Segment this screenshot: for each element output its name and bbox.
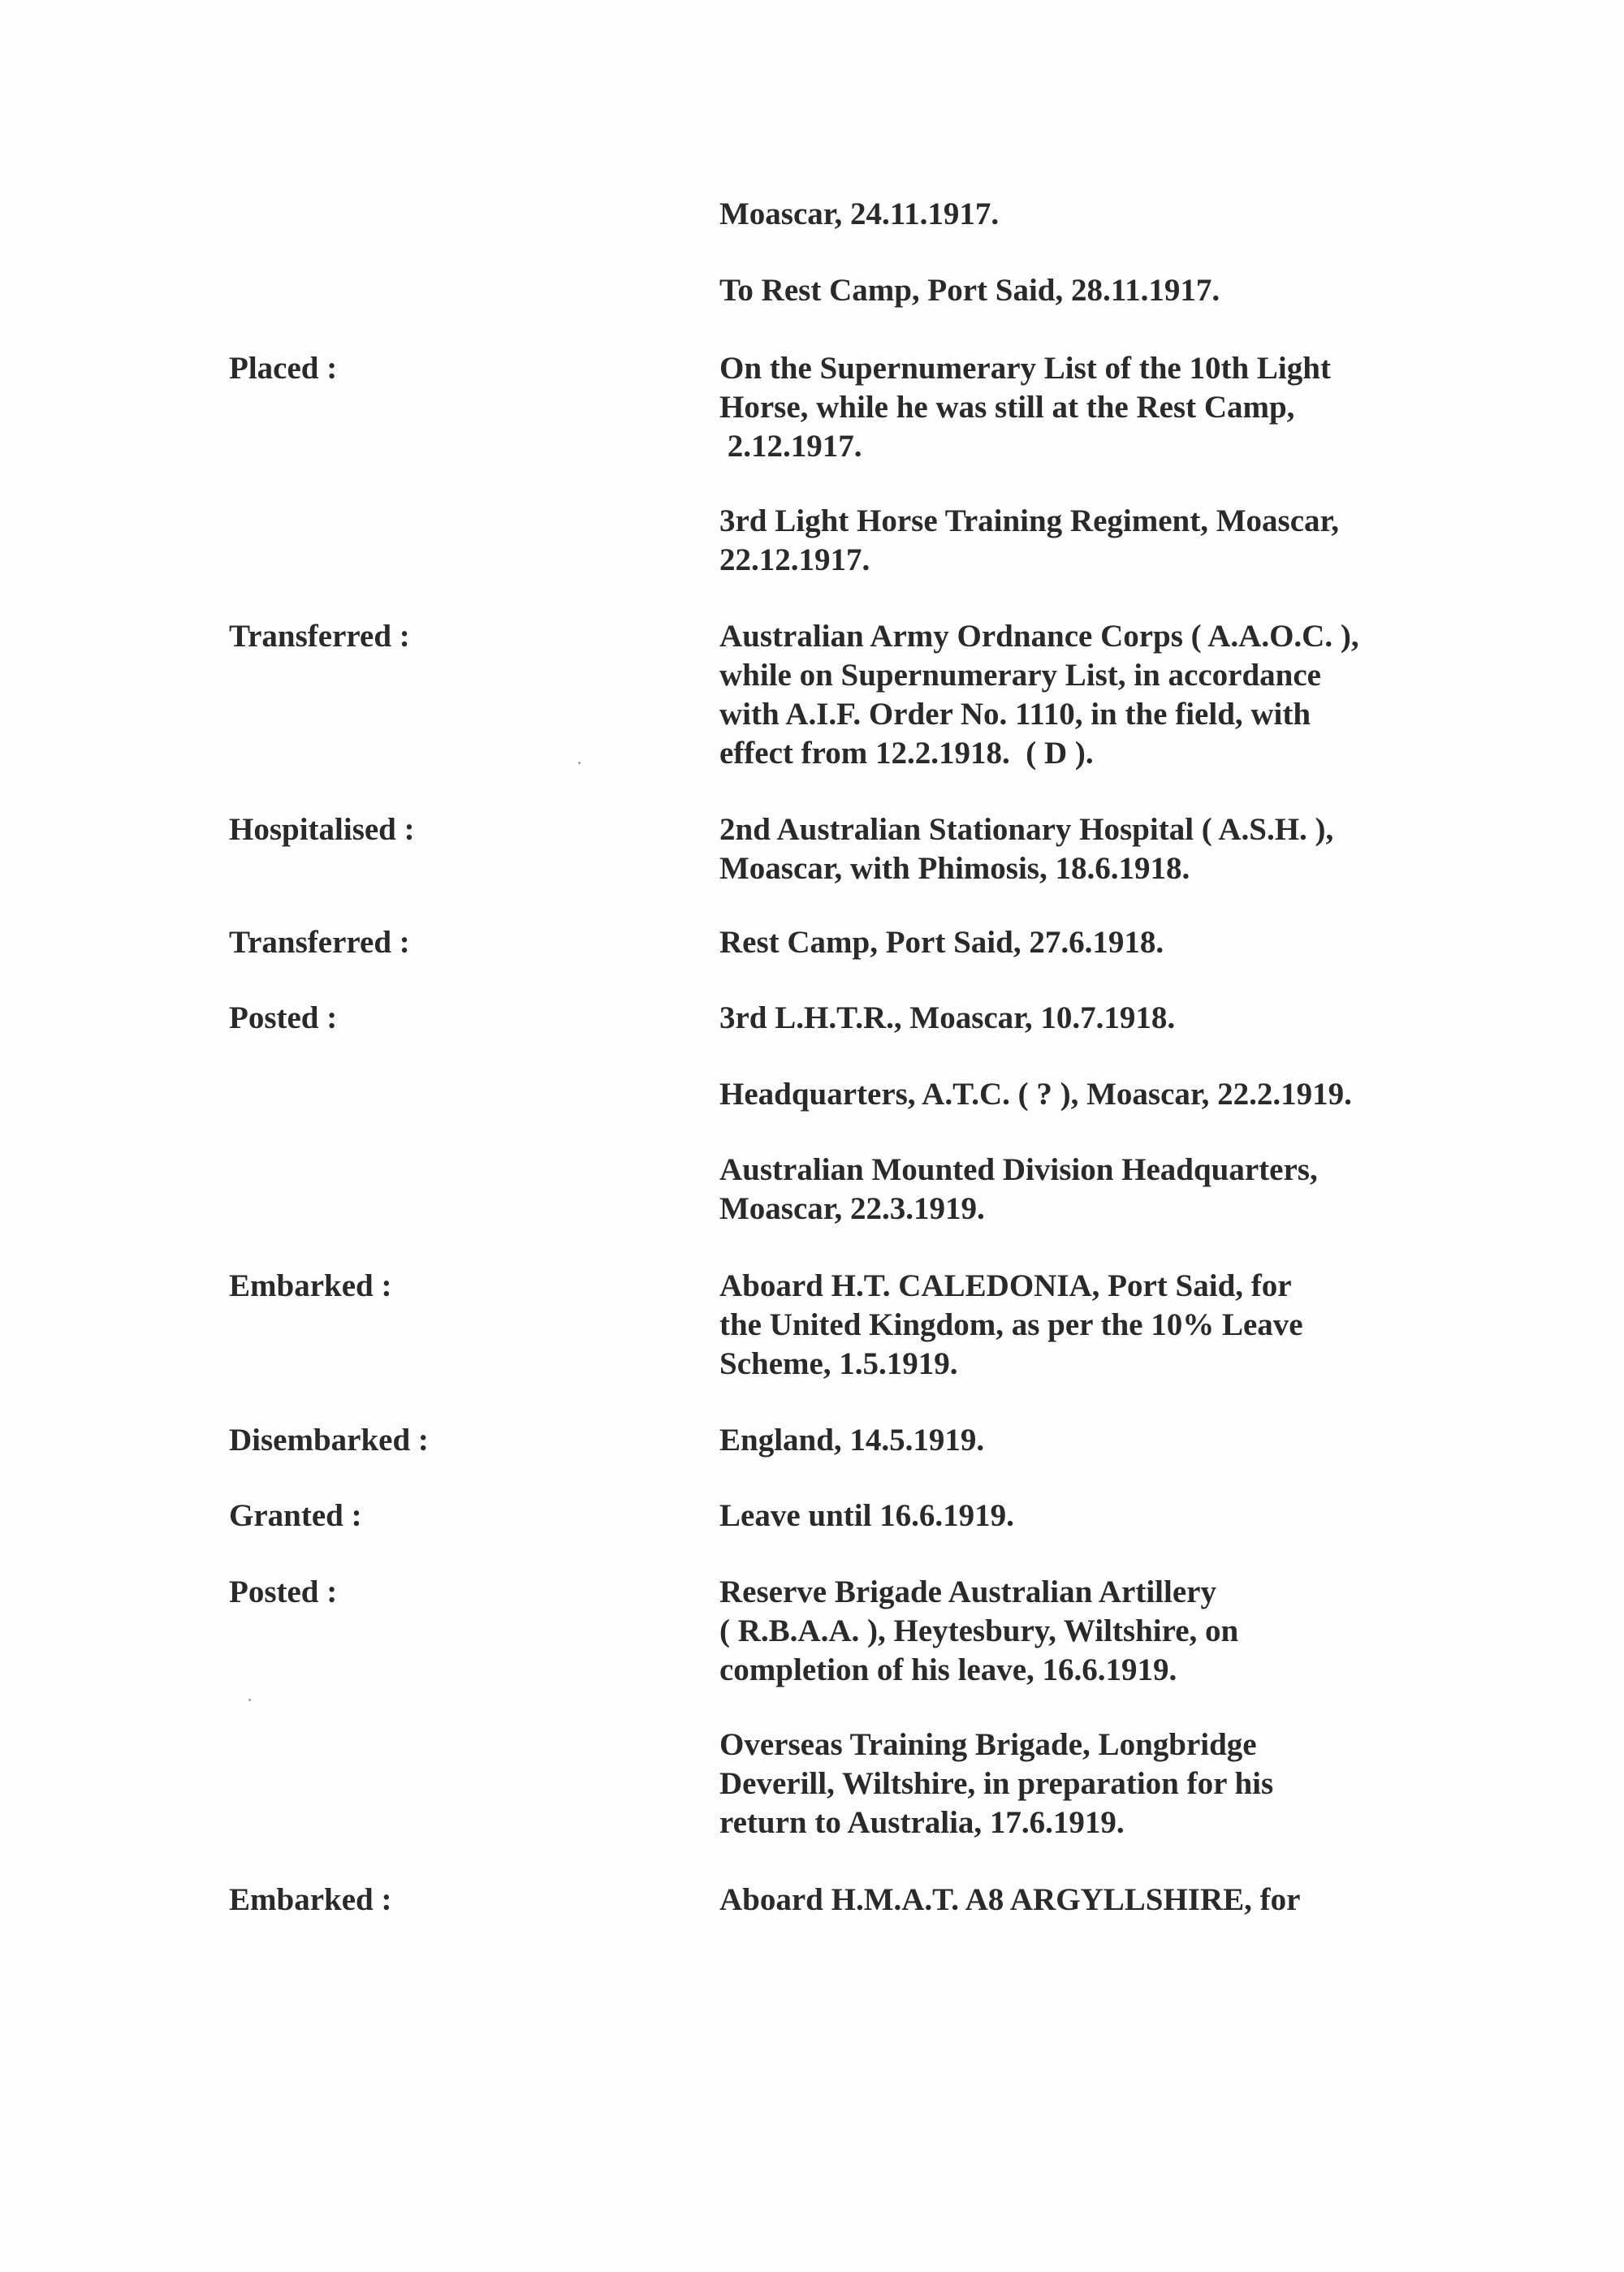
entry-value-line: Australian Mounted Division Headquarters,	[719, 1152, 1318, 1187]
entry-label: Granted :	[229, 1498, 362, 1533]
entry-value	[719, 1881, 1450, 1920]
entry-value-line: with A.I.F. Order No. 1110, in the field, with	[719, 697, 1311, 732]
entry-value	[719, 195, 1450, 234]
entry-value	[719, 1267, 1450, 1384]
entry-value-line: Leave until 16.6.1919.	[719, 1498, 1014, 1533]
entry-value-line: Moascar, with Phimosis, 18.6.1918.	[719, 851, 1190, 886]
entry-value-line: Horse, while he was still at the Rest Camp,	[719, 390, 1295, 425]
entry-value-line: while on Supernumerary List, in accordance	[719, 658, 1321, 693]
entry-label: Disembarked :	[229, 1423, 429, 1458]
entry-label: Transferred :	[229, 619, 410, 654]
entry-value-line: ( R.B.A.A. ), Heytesbury, Wiltshire, on	[719, 1613, 1239, 1648]
entry-value	[719, 502, 1450, 580]
entry-value-line: Overseas Training Brigade, Longbridge	[719, 1727, 1257, 1762]
entry-value-line: the United Kingdom, as per the 10% Leave	[719, 1307, 1303, 1342]
entry-label: Hospitalised :	[229, 812, 415, 847]
entry-value-line: Scheme, 1.5.1919.	[719, 1346, 958, 1381]
entry-value-line: return to Australia, 17.6.1919.	[719, 1805, 1125, 1840]
entry-value-line: Moascar, 22.3.1919.	[719, 1191, 985, 1226]
entry-label: Posted :	[229, 1574, 338, 1609]
entry-value-line: England, 14.5.1919.	[719, 1423, 985, 1458]
scan-speck	[248, 1699, 251, 1701]
entry-label: Embarked :	[229, 1882, 392, 1917]
entry-value	[719, 1573, 1450, 1690]
entry-value-line: 2.12.1917.	[719, 429, 862, 464]
entry-label: Placed :	[229, 351, 338, 386]
entry-value	[719, 1726, 1450, 1842]
entry-value-line: completion of his leave, 16.6.1919.	[719, 1652, 1177, 1687]
entry-value-line: To Rest Camp, Port Said, 28.11.1917.	[719, 273, 1220, 308]
scan-speck	[578, 762, 581, 764]
entry-value-line: 3rd Light Horse Training Regiment, Moascar,	[719, 503, 1339, 538]
entry-value	[719, 1151, 1450, 1229]
entry-value-line: Aboard H.T. CALEDONIA, Port Said, for	[719, 1268, 1292, 1303]
entry-value	[719, 999, 1450, 1038]
entry-value-line: effect from 12.2.1918. ( D ).	[719, 736, 1094, 771]
entry-value	[719, 1497, 1450, 1536]
entry-value	[719, 923, 1450, 962]
entry-value-line: Deverill, Wiltshire, in preparation for his	[719, 1766, 1274, 1801]
entry-value	[719, 810, 1450, 888]
entry-value-line: Aboard H.M.A.T. A8 ARGYLLSHIRE, for	[719, 1882, 1301, 1917]
entry-label: Posted :	[229, 1000, 338, 1035]
entry-value-line: Reserve Brigade Australian Artillery	[719, 1574, 1216, 1609]
entry-value-line: 22.12.1917.	[719, 542, 870, 577]
entry-value-line: Rest Camp, Port Said, 27.6.1918.	[719, 925, 1164, 960]
entry-value	[719, 349, 1450, 466]
entry-value-line: 2nd Australian Stationary Hospital ( A.S.H. ),	[719, 812, 1334, 847]
entry-value-line: On the Supernumerary List of the 10th Light	[719, 351, 1331, 386]
entry-label: Embarked :	[229, 1268, 392, 1303]
entry-value-line: Headquarters, A.T.C. ( ? ), Moascar, 22.2.1919.	[719, 1077, 1352, 1112]
entry-value-line: Moascar, 24.11.1917.	[719, 197, 1000, 231]
entry-value	[719, 1421, 1450, 1460]
entry-value	[719, 617, 1450, 773]
entry-value-line: 3rd L.H.T.R., Moascar, 10.7.1918.	[719, 1000, 1176, 1035]
entry-value	[719, 1075, 1450, 1114]
entry-value-line: Australian Army Ordnance Corps ( A.A.O.C. ),	[719, 619, 1359, 654]
entry-label: Transferred :	[229, 925, 410, 960]
entry-value	[719, 271, 1450, 310]
